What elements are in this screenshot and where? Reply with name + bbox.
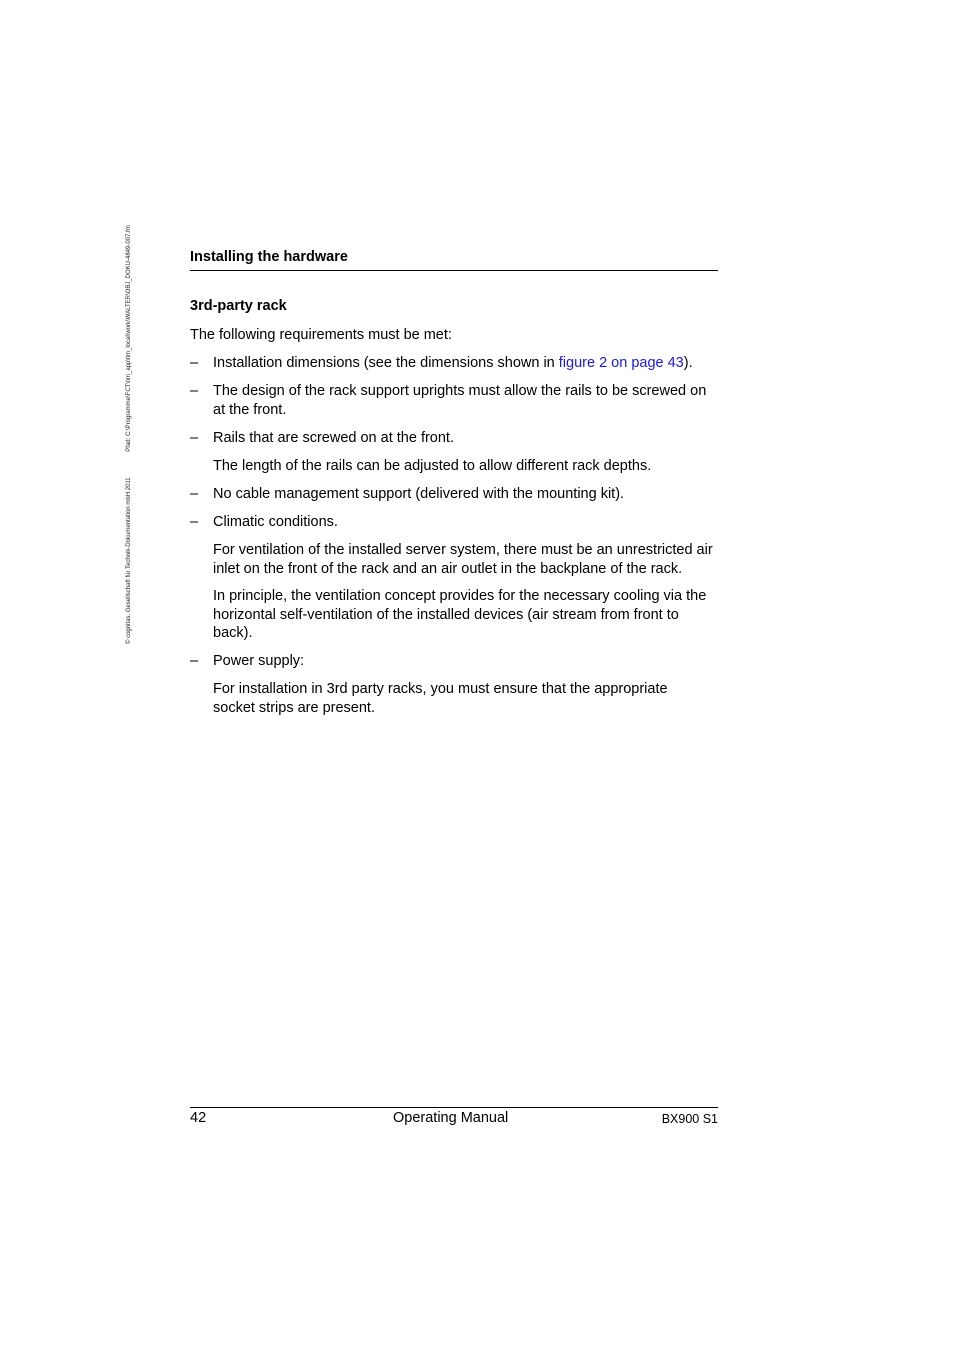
- dash-bullet: –: [190, 355, 199, 371]
- list-item: Power supply:: [213, 653, 305, 669]
- dash-bullet: –: [190, 653, 199, 669]
- list-item: No cable management support (delivered with the mounting kit).: [213, 486, 625, 502]
- list-item: Rails that are screwed on at the front.: [213, 430, 454, 446]
- dash-bullet: –: [190, 383, 199, 399]
- dash-bullet: –: [190, 486, 199, 502]
- margin-file-info: [126, 225, 132, 644]
- header-rule: [190, 270, 718, 271]
- list-item: Climatic conditions.: [213, 514, 338, 530]
- list-item-note: For ventilation of the installed server system, there must be an unrestricted air inlet on the front of the rack and an air outlet in the backplane of the rack.: [213, 542, 713, 577]
- footer-rule: [190, 1107, 718, 1108]
- list-item: The design of the rack support uprights must allow the rails to be screwed on at the front.: [213, 383, 707, 418]
- copyright-note: © cognitas. Gesellschaft für Technik-Dokumentation mbH 2011: [126, 477, 132, 644]
- list-item-note: In principle, the ventilation concept provides for the necessary cooling via the horizontal self-ventilation of the installed devices (air stream from front to back).: [213, 588, 707, 641]
- list-item-note: The length of the rails can be adjusted to allow different rack depths.: [213, 458, 652, 474]
- section-title: 3rd-party rack: [190, 298, 287, 314]
- list-item: Installation dimensions (see the dimensions shown in figure 2 on page 43).: [213, 355, 693, 371]
- footer-doc-title: Operating Manual: [393, 1110, 509, 1126]
- page-number: 42: [190, 1110, 207, 1126]
- running-header: Installing the hardware: [190, 249, 348, 265]
- dash-bullet: –: [190, 430, 199, 446]
- file-path-note: Pfad: C:\Programme\FCT\tim_app\tim_local\work\WALTER\OBJ_DOKU-4849-007.fm: [126, 225, 132, 452]
- dash-bullet: –: [190, 514, 199, 530]
- footer-product: BX900 S1: [661, 1112, 718, 1126]
- figure-link[interactable]: figure 2 on page 43: [558, 355, 684, 371]
- list-item-note: For installation in 3rd party racks, you must ensure that the appropriate socket strips are present.: [213, 681, 668, 716]
- intro-text: The following requirements must be met:: [190, 327, 452, 343]
